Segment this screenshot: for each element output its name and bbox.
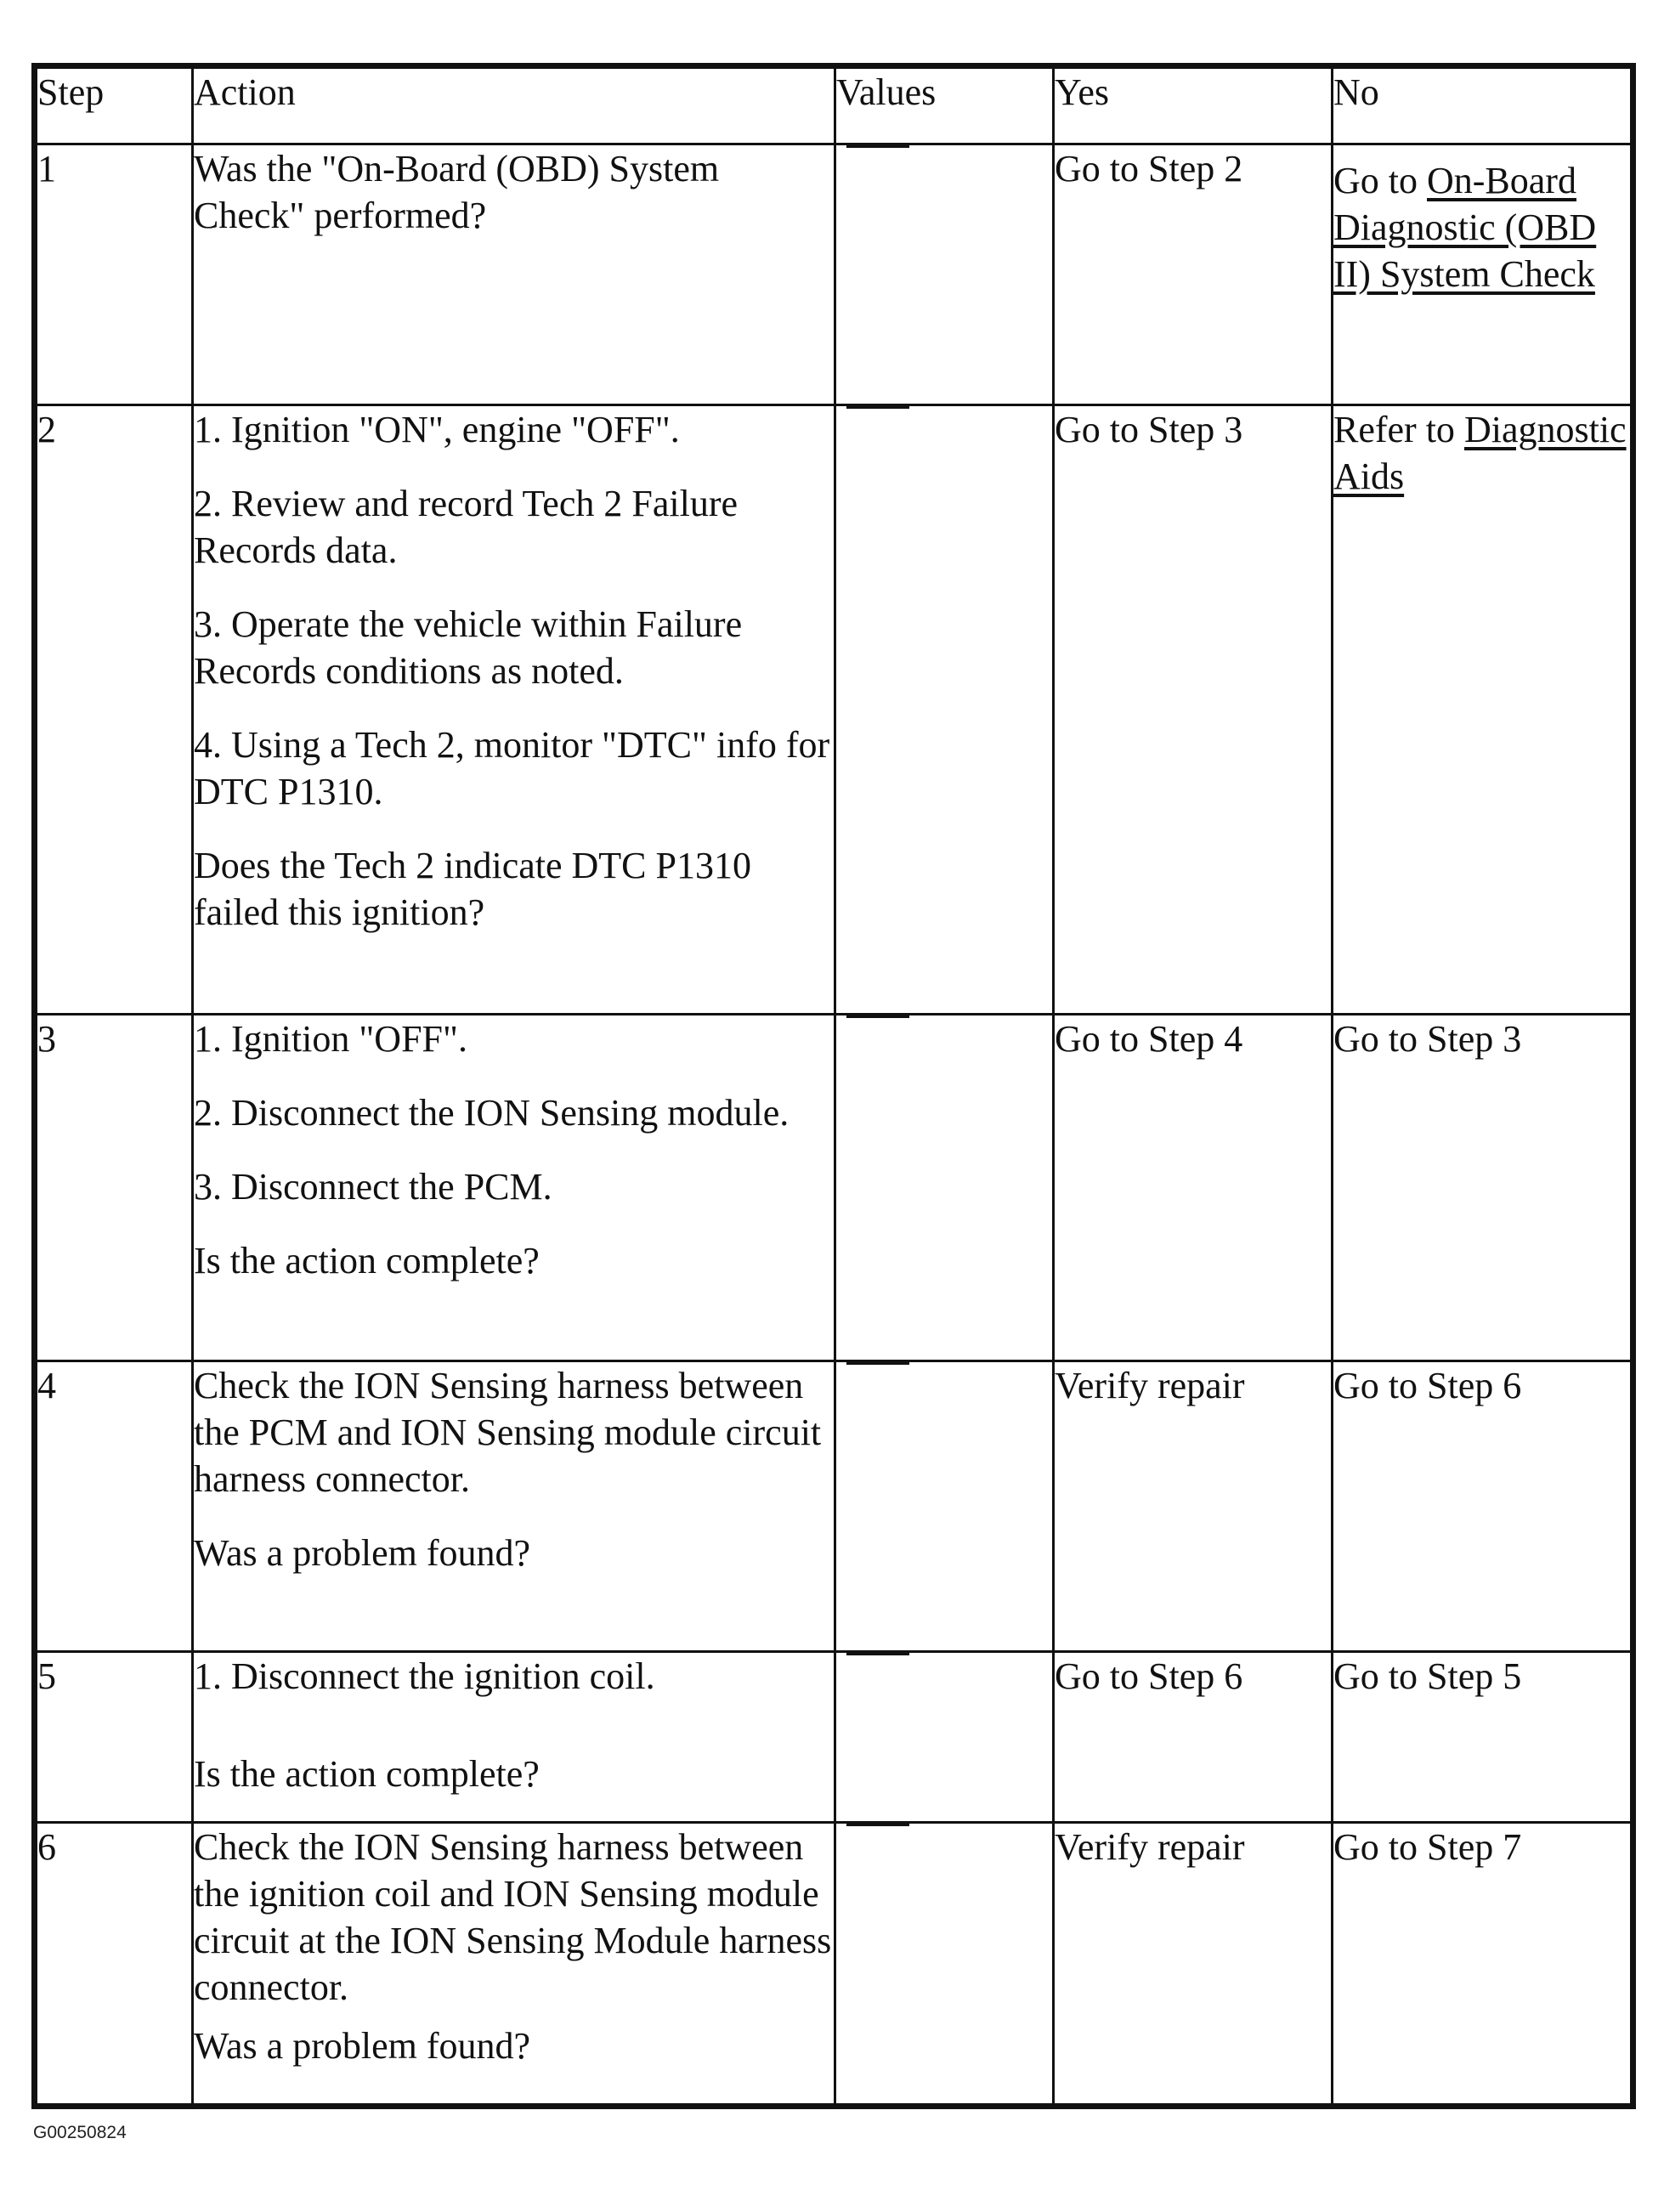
action-item: 1. Ignition "ON", engine "OFF".	[194, 409, 680, 450]
header-no: No	[1333, 66, 1633, 144]
action-item: Check the ION Sensing harness between the PCM and ION Sensing module circuit harness connector.	[194, 1365, 822, 1500]
action-cell	[193, 1823, 835, 2107]
no-cell	[1333, 405, 1633, 1015]
yes-cell: Go to Step 2	[1054, 144, 1333, 405]
table-row-step-2	[35, 405, 1633, 1015]
diagnostic-table	[31, 63, 1636, 2109]
action-item: 1. Disconnect the ignition coil.	[194, 1655, 655, 1697]
header-action: Action	[193, 66, 835, 144]
action-cell	[193, 144, 835, 405]
action-text: Was the "On-Board (OBD) System Check" performed?	[194, 148, 720, 236]
action-question: Does the Tech 2 indicate DTC P1310 failed this ignition?	[194, 845, 751, 933]
action-item: Check the ION Sensing harness between the ignition coil and ION Sensing module circuit at the ION Sensing Module harness connector.	[194, 1826, 832, 2008]
header-yes: Yes	[1054, 66, 1333, 144]
action-question: Was a problem found?	[194, 2025, 530, 2067]
no-cell: Go to Step 7	[1333, 1823, 1633, 2107]
action-cell	[193, 1361, 835, 1652]
action-question: Is the action complete?	[194, 1240, 540, 1281]
table-row-step-1	[35, 144, 1633, 405]
action-cell	[193, 1015, 835, 1361]
diagnostic-aids-link[interactable]: Diagnostic Aids	[1333, 409, 1627, 497]
no-prefix: Refer to	[1333, 409, 1464, 450]
values-dash	[846, 1015, 909, 1018]
no-cell: Go to Step 5	[1333, 1652, 1633, 1823]
figure-id-caption: G00250824	[33, 2123, 127, 2142]
step-number: 5	[35, 1652, 193, 1823]
no-cell: Go to Step 3	[1333, 1015, 1633, 1361]
yes-cell: Go to Step 6	[1054, 1652, 1333, 1823]
header-step: Step	[35, 66, 193, 144]
step-number: 1	[35, 144, 193, 405]
action-cell	[193, 405, 835, 1015]
header-values: Values	[835, 66, 1054, 144]
values-dash	[846, 406, 909, 409]
action-question: Is the action complete?	[194, 1753, 540, 1795]
values-cell	[835, 1823, 1054, 2107]
action-item: 3. Operate the vehicle within Failure Records conditions as noted.	[194, 603, 743, 692]
action-item: 4. Using a Tech 2, monitor "DTC" info for DTC P1310.	[194, 724, 830, 812]
action-item: 1. Ignition "OFF".	[194, 1018, 467, 1060]
table-row-step-6	[35, 1823, 1633, 2107]
action-question: Was a problem found?	[194, 1532, 530, 1574]
table-row-step-3	[35, 1015, 1633, 1361]
values-cell	[835, 1015, 1054, 1361]
action-cell	[193, 1652, 835, 1823]
yes-cell: Verify repair	[1054, 1823, 1333, 2107]
yes-cell: Go to Step 4	[1054, 1015, 1333, 1361]
action-item: 2. Review and record Tech 2 Failure Records data.	[194, 483, 738, 571]
values-cell	[835, 1361, 1054, 1652]
step-number: 4	[35, 1361, 193, 1652]
action-item: 3. Disconnect the PCM.	[194, 1166, 552, 1208]
table-row-step-4	[35, 1361, 1633, 1652]
no-prefix: Go to	[1333, 160, 1427, 201]
values-dash	[846, 1824, 909, 1826]
step-number: 2	[35, 405, 193, 1015]
step-number: 6	[35, 1823, 193, 2107]
values-cell	[835, 1652, 1054, 1823]
yes-cell: Verify repair	[1054, 1361, 1333, 1652]
values-cell	[835, 405, 1054, 1015]
no-cell	[1333, 144, 1633, 405]
obd-system-check-link[interactable]: On-Board Diagnostic (OBD II) System Check	[1333, 160, 1597, 295]
values-dash	[846, 1653, 909, 1655]
action-item: 2. Disconnect the ION Sensing module.	[194, 1092, 790, 1134]
values-cell	[835, 144, 1054, 405]
header-row	[35, 66, 1633, 144]
step-number: 3	[35, 1015, 193, 1361]
no-cell: Go to Step 6	[1333, 1361, 1633, 1652]
values-dash	[846, 145, 909, 148]
values-dash	[846, 1362, 909, 1365]
table-row-step-5	[35, 1652, 1633, 1823]
yes-cell: Go to Step 3	[1054, 405, 1333, 1015]
